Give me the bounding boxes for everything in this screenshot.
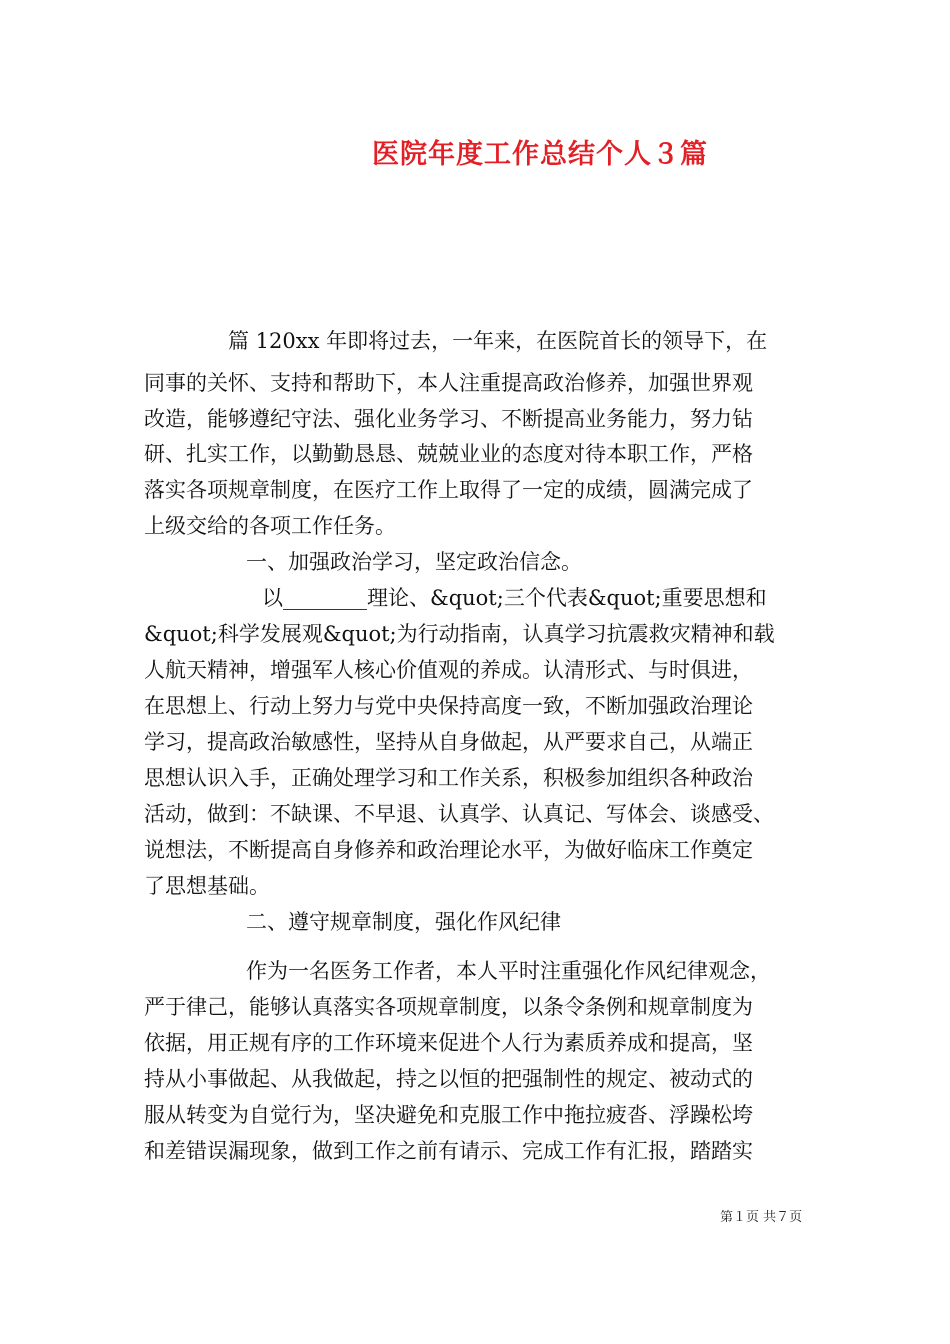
text-line: 服从转变为自觉行为，坚决避免和克服工作中拖拉疲沓、浮躁松垮: [144, 1103, 753, 1127]
text-line: 说想法，不断提高自身修养和政治理论水平，为做好临床工作奠定: [144, 838, 753, 862]
text-line: 学习，提高政治敏感性，坚持从自身做起，从严要求自己，从端正: [144, 730, 753, 754]
section-heading: 一、加强政治学习，坚定政治信念。: [246, 550, 582, 574]
text-line: 研、扎实工作，以勤勤恳恳、兢兢业业的态度对待本职工作，严格: [144, 442, 753, 466]
document-title: 医院年度工作总结个人３篇: [372, 139, 708, 170]
text-line: 人航天精神，增强军人核心价值观的养成。认清形式、与时俱进，: [144, 658, 753, 682]
page-footer: 第１页 共７页: [720, 1210, 803, 1225]
text-line: 思想认识入手，正确处理学习和工作关系，积极参加组织各种政治: [144, 766, 753, 790]
text-line: 上级交给的各项工作任务。: [144, 514, 396, 538]
text-line: 以________理论、&quot;三个代表&quot;重要思想和: [262, 586, 767, 610]
text-line: 落实各项规章制度，在医疗工作上取得了一定的成绩，圆满完成了: [144, 478, 753, 502]
text-line: 活动，做到：不缺课、不早退、认真学、认真记、写体会、谈感受、: [144, 802, 774, 826]
text-line: 严于律己，能够认真落实各项规章制度，以条令条例和规章制度为: [144, 995, 753, 1019]
text-line: 同事的关怀、支持和帮助下，本人注重提高政治修养，加强世界观: [144, 371, 753, 395]
text-line: 在思想上、行动上努力与党中央保持高度一致，不断加强政治理论: [144, 694, 753, 718]
text-line: 了思想基础。: [144, 874, 270, 898]
text-line: 改造，能够遵纪守法、强化业务学习、不断提高业务能力，努力钻: [144, 407, 753, 431]
text-line: &quot;科学发展观&quot;为行动指南，认真学习抗震救灾精神和载: [144, 622, 775, 646]
text-line: 和差错误漏现象，做到工作之前有请示、完成工作有汇报，踏踏实: [144, 1139, 753, 1163]
text-line: 作为一名医务工作者，本人平时注重强化作风纪律观念，: [246, 959, 771, 983]
text-line: 持从小事做起、从我做起，持之以恒的把强制性的规定、被动式的: [144, 1067, 753, 1091]
text-line: 依据，用正规有序的工作环境来促进个人行为素质养成和提高，坚: [144, 1031, 753, 1055]
section-heading: 二、遵守规章制度，强化作风纪律: [246, 910, 561, 934]
text-line: 篇 120xx 年即将过去，一年来，在医院首长的领导下，在: [228, 329, 768, 353]
